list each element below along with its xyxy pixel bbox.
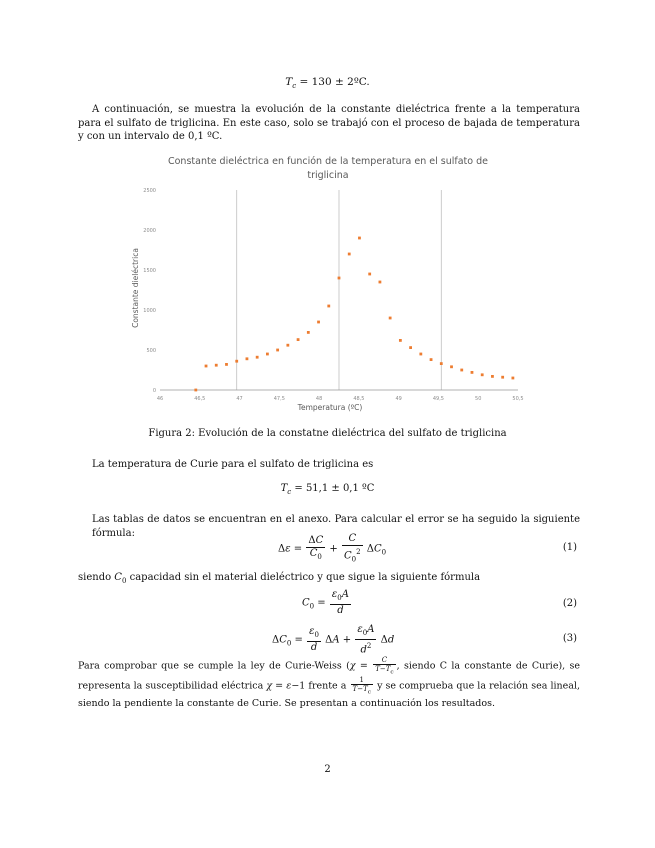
chart-data-point <box>194 389 197 392</box>
chart-data-point <box>419 353 422 356</box>
chart-data-point <box>246 357 249 360</box>
chart-data-point <box>409 346 412 349</box>
chart-x-tick-label: 47 <box>236 396 243 402</box>
equation-3: $\Delta C_0$ = $\frac{\varepsilon_0}{d}$ ΔA + $\frac{\varepsilon_0A}{d^2}$ Δd <box>272 624 395 656</box>
chart-title-line2: triglicina <box>307 170 349 181</box>
chart-title: Constante dieléctrica en función de la temperatura en el sulfato de <box>167 156 489 167</box>
chart-data-point <box>276 349 279 352</box>
chart-data-point <box>450 365 453 368</box>
chart-data-point <box>256 356 259 359</box>
chart-data-point <box>317 321 320 324</box>
chart-data-point <box>307 331 310 334</box>
chart-data-point <box>338 277 341 280</box>
chart-y-tick-label: 0 <box>152 388 156 394</box>
dielectric-chart <box>130 148 530 418</box>
chart-data-point <box>430 358 433 361</box>
chart-x-tick-label: 48,5 <box>353 396 365 402</box>
chart-data-point <box>471 371 474 374</box>
chart-data-point <box>491 375 494 378</box>
chart-data-point <box>235 360 238 363</box>
chart-x-tick-label: 50,5 <box>512 396 524 402</box>
chart-data-point <box>327 305 330 308</box>
chart-y-tick-label: 1500 <box>143 268 156 274</box>
chart-x-tick-label: 47,5 <box>273 396 285 402</box>
equation-1: Δε = $\frac{\Delta C}{C_0}$ + $\frac{C}{C_0^2}$ $\Delta C_0$ <box>278 533 387 564</box>
chart-data-point <box>358 237 361 240</box>
chart-data-point <box>399 339 402 342</box>
chart-data-point <box>286 344 289 347</box>
chart-data-point <box>215 364 218 367</box>
chart-data-point <box>205 365 208 368</box>
chart-data-point <box>460 369 463 372</box>
equation-3-number: (3) <box>562 633 577 644</box>
page-number: 2 <box>324 764 331 775</box>
chart-x-tick-label: 49,5 <box>432 396 445 402</box>
chart-x-tick-label: 48 <box>315 396 323 402</box>
chart-data-point <box>440 362 443 365</box>
chart-data-point <box>511 377 514 380</box>
chart-x-tick-label: 46 <box>156 396 164 402</box>
equation-1-number: (1) <box>562 542 577 553</box>
paragraph-1: A continuación, se muestra la evolución de la constante dieléctrica frente a la temperatura para el sulfato de triglicina. En este caso, solo se trabajó con el proceso de bajada de temperatura y con un intervalo de 0,1 ºC. <box>78 104 580 142</box>
chart-x-tick-label: 50 <box>475 396 482 402</box>
chart-data-point <box>481 373 484 376</box>
chart-data-point <box>225 363 228 366</box>
paragraph-5: Para comprobar que se cumple la ley de Curie-Weiss (χ = $\frac{C}{T-T_c}$ , siendo C la constante de Curie), se representa la susceptibilidad eléctrica χ = ε−1 frente a $\frac{1}{T-T_c}$ y se comprueba que la relación sea lineal, siendo la pendiente la constante de Curie. Se presentan a continuación los resultados. <box>78 656 581 709</box>
chart-data-point <box>501 376 504 379</box>
chart-y-tick-label: 1000 <box>143 308 156 314</box>
top-equation: $T_c = 130$ ± 2ºC. <box>285 76 370 91</box>
equation-2: $C_0$ = $\frac{\varepsilon_0A}{d}$ <box>302 589 349 616</box>
chart-xlabel: Temperatura (ºC) <box>297 403 363 412</box>
paragraph-3: Las tablas de datos se encuentran en el anexo. Para calcular el error se ha seguido la siguiente fórmula: <box>92 514 580 539</box>
chart-data-point <box>389 317 392 320</box>
chart-x-tick-label: 46,5 <box>194 396 206 402</box>
chart-data-point <box>368 273 371 276</box>
chart-x-tick-label: 49 <box>395 396 402 402</box>
chart-data-point <box>266 353 269 356</box>
chart-data-point <box>348 253 351 256</box>
paragraph-4: siendo $C_0$ capacidad sin el material dieléctrico y que sigue la siguiente fórmula <box>78 572 481 585</box>
chart-data-point <box>297 338 300 341</box>
equation-2-number: (2) <box>562 598 577 609</box>
chart-y-tick-label: 2000 <box>143 228 156 234</box>
chart-y-tick-label: 500 <box>146 348 156 354</box>
paragraph-2: La temperatura de Curie para el sulfato de triglicina es <box>92 459 374 470</box>
chart-data-point <box>379 281 382 284</box>
figure-caption: Figura 2: Evolución de la constatne dieléctrica del sulfato de triglicina <box>148 428 507 439</box>
chart-y-tick-label: 2500 <box>143 188 156 194</box>
curie-equation: $T_c = 51,1 \pm 0,1$ ºC <box>280 483 375 496</box>
chart-ylabel: Constante dieléctrica <box>131 248 140 328</box>
